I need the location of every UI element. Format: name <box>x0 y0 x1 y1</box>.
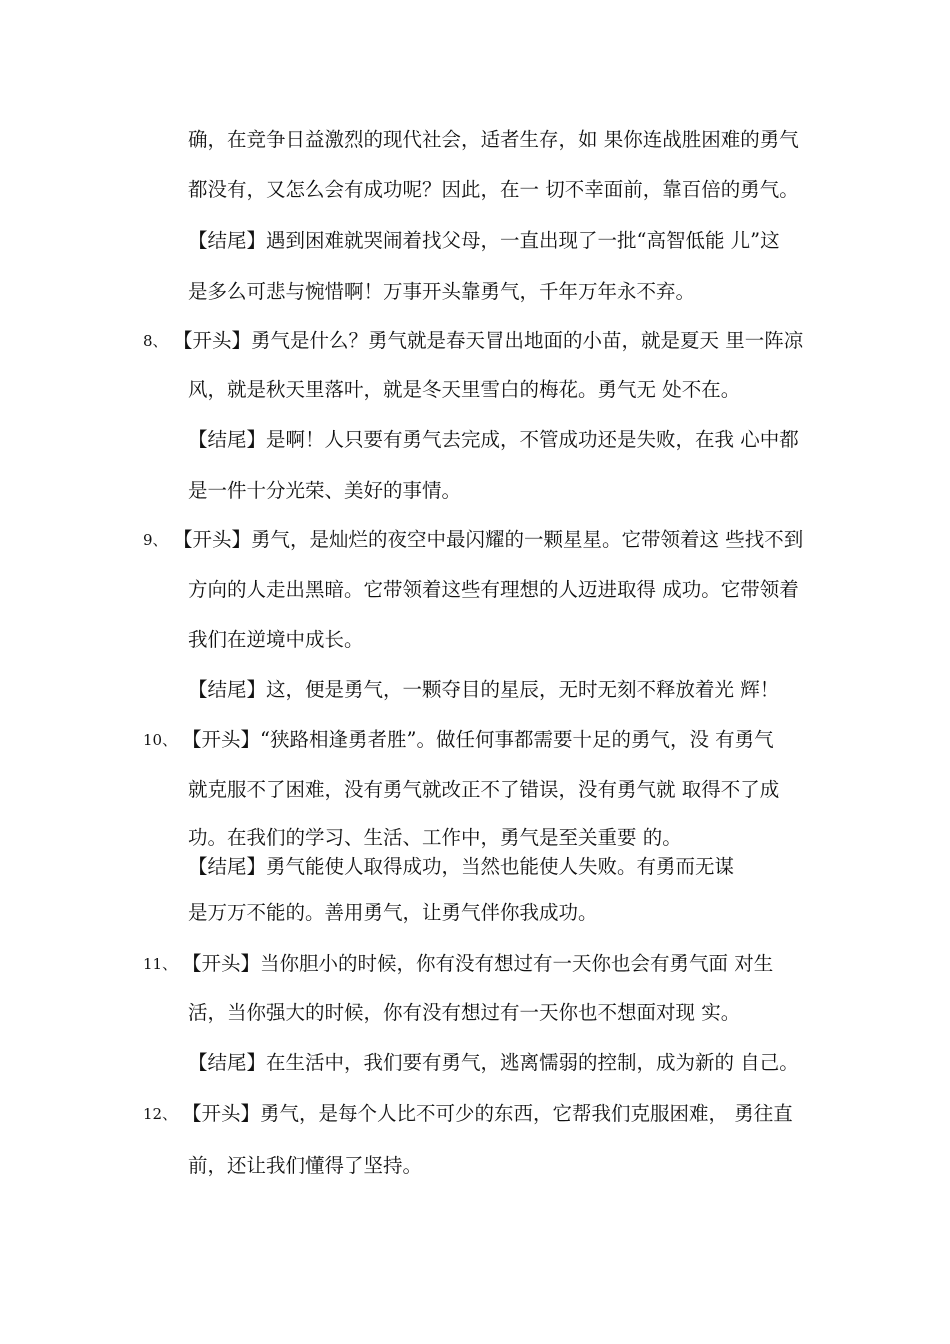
opening-line: 风，就是秋天里落叶，就是冬天里雪白的梅花。勇气无 处不在。 <box>188 378 741 401</box>
opening-line: 我们在逆境中成长。 <box>188 628 364 651</box>
ending-line: 【结尾】这，便是勇气，一颗夺目的星辰，无时无刻不释放着光 辉！ <box>188 678 780 701</box>
opening-line: 功。在我们的学习、生活、工作中，勇气是至关重要 的。 <box>188 826 682 849</box>
ending-line: 【结尾】勇气能使人取得成功，当然也能使人失败。有勇而无谋 <box>188 855 735 878</box>
ending-line: 【结尾】在生活中，我们要有勇气，逃离懦弱的控制，成为新的 自己。 <box>188 1051 799 1074</box>
opening-line: 方向的人走出黑暗。它带领着这些有理想的人迈进取得 成功。它带领着 <box>188 578 799 601</box>
body-line: 确，在竞争日益激烈的现代社会，适者生存，如 果你连战胜困难的勇气 <box>188 128 799 151</box>
opening-line: 【开头】勇气是什么？勇气就是春天冒出地面的小苗，就是夏天 里一阵凉 <box>173 329 804 352</box>
ending-line: 【结尾】遇到困难就哭闹着找父母，一直出现了一批“高智低能 儿”这 <box>188 229 780 252</box>
opening-line: 就克服不了困难，没有勇气就改正不了错误，没有勇气就 取得不了成 <box>188 778 780 801</box>
opening-line: 【开头】当你胆小的时候，你有没有想过有一天你也会有勇气面 对生 <box>182 952 774 975</box>
ending-line: 是多么可悲与惋惜啊！万事开头靠勇气，千年万年永不弃。 <box>188 280 696 303</box>
item-number: 11、 <box>143 955 178 973</box>
opening-line: 【开头】“狭路相逢勇者胜”。做任何事都需要十足的勇气，没 有勇气 <box>182 728 774 751</box>
ending-line: 是万万不能的。善用勇气，让勇气伴你我成功。 <box>188 901 598 924</box>
item-number: 10、 <box>143 731 178 749</box>
opening-line: 活，当你强大的时候，你有没有想过有一天你也不想面对现 实。 <box>188 1001 741 1024</box>
body-line: 都没有，又怎么会有成功呢？因此，在一 切不幸面前，靠百倍的勇气。 <box>188 178 799 201</box>
ending-line: 【结尾】是啊！人只要有勇气去完成，不管成功还是失败，在我 心中都 <box>188 428 799 451</box>
opening-line: 【开头】勇气，是每个人比不可少的东西，它帮我们克服困难， 勇往直 <box>182 1102 793 1125</box>
item-number: 9、 <box>143 531 168 549</box>
opening-line: 前，还让我们懂得了坚持。 <box>188 1154 423 1177</box>
ending-line: 是一件十分光荣、美好的事情。 <box>188 479 462 502</box>
item-number: 8、 <box>143 332 168 350</box>
opening-line: 【开头】勇气，是灿烂的夜空中最闪耀的一颗星星。它带领着这 些找不到 <box>173 528 804 551</box>
item-number: 12、 <box>143 1105 178 1123</box>
